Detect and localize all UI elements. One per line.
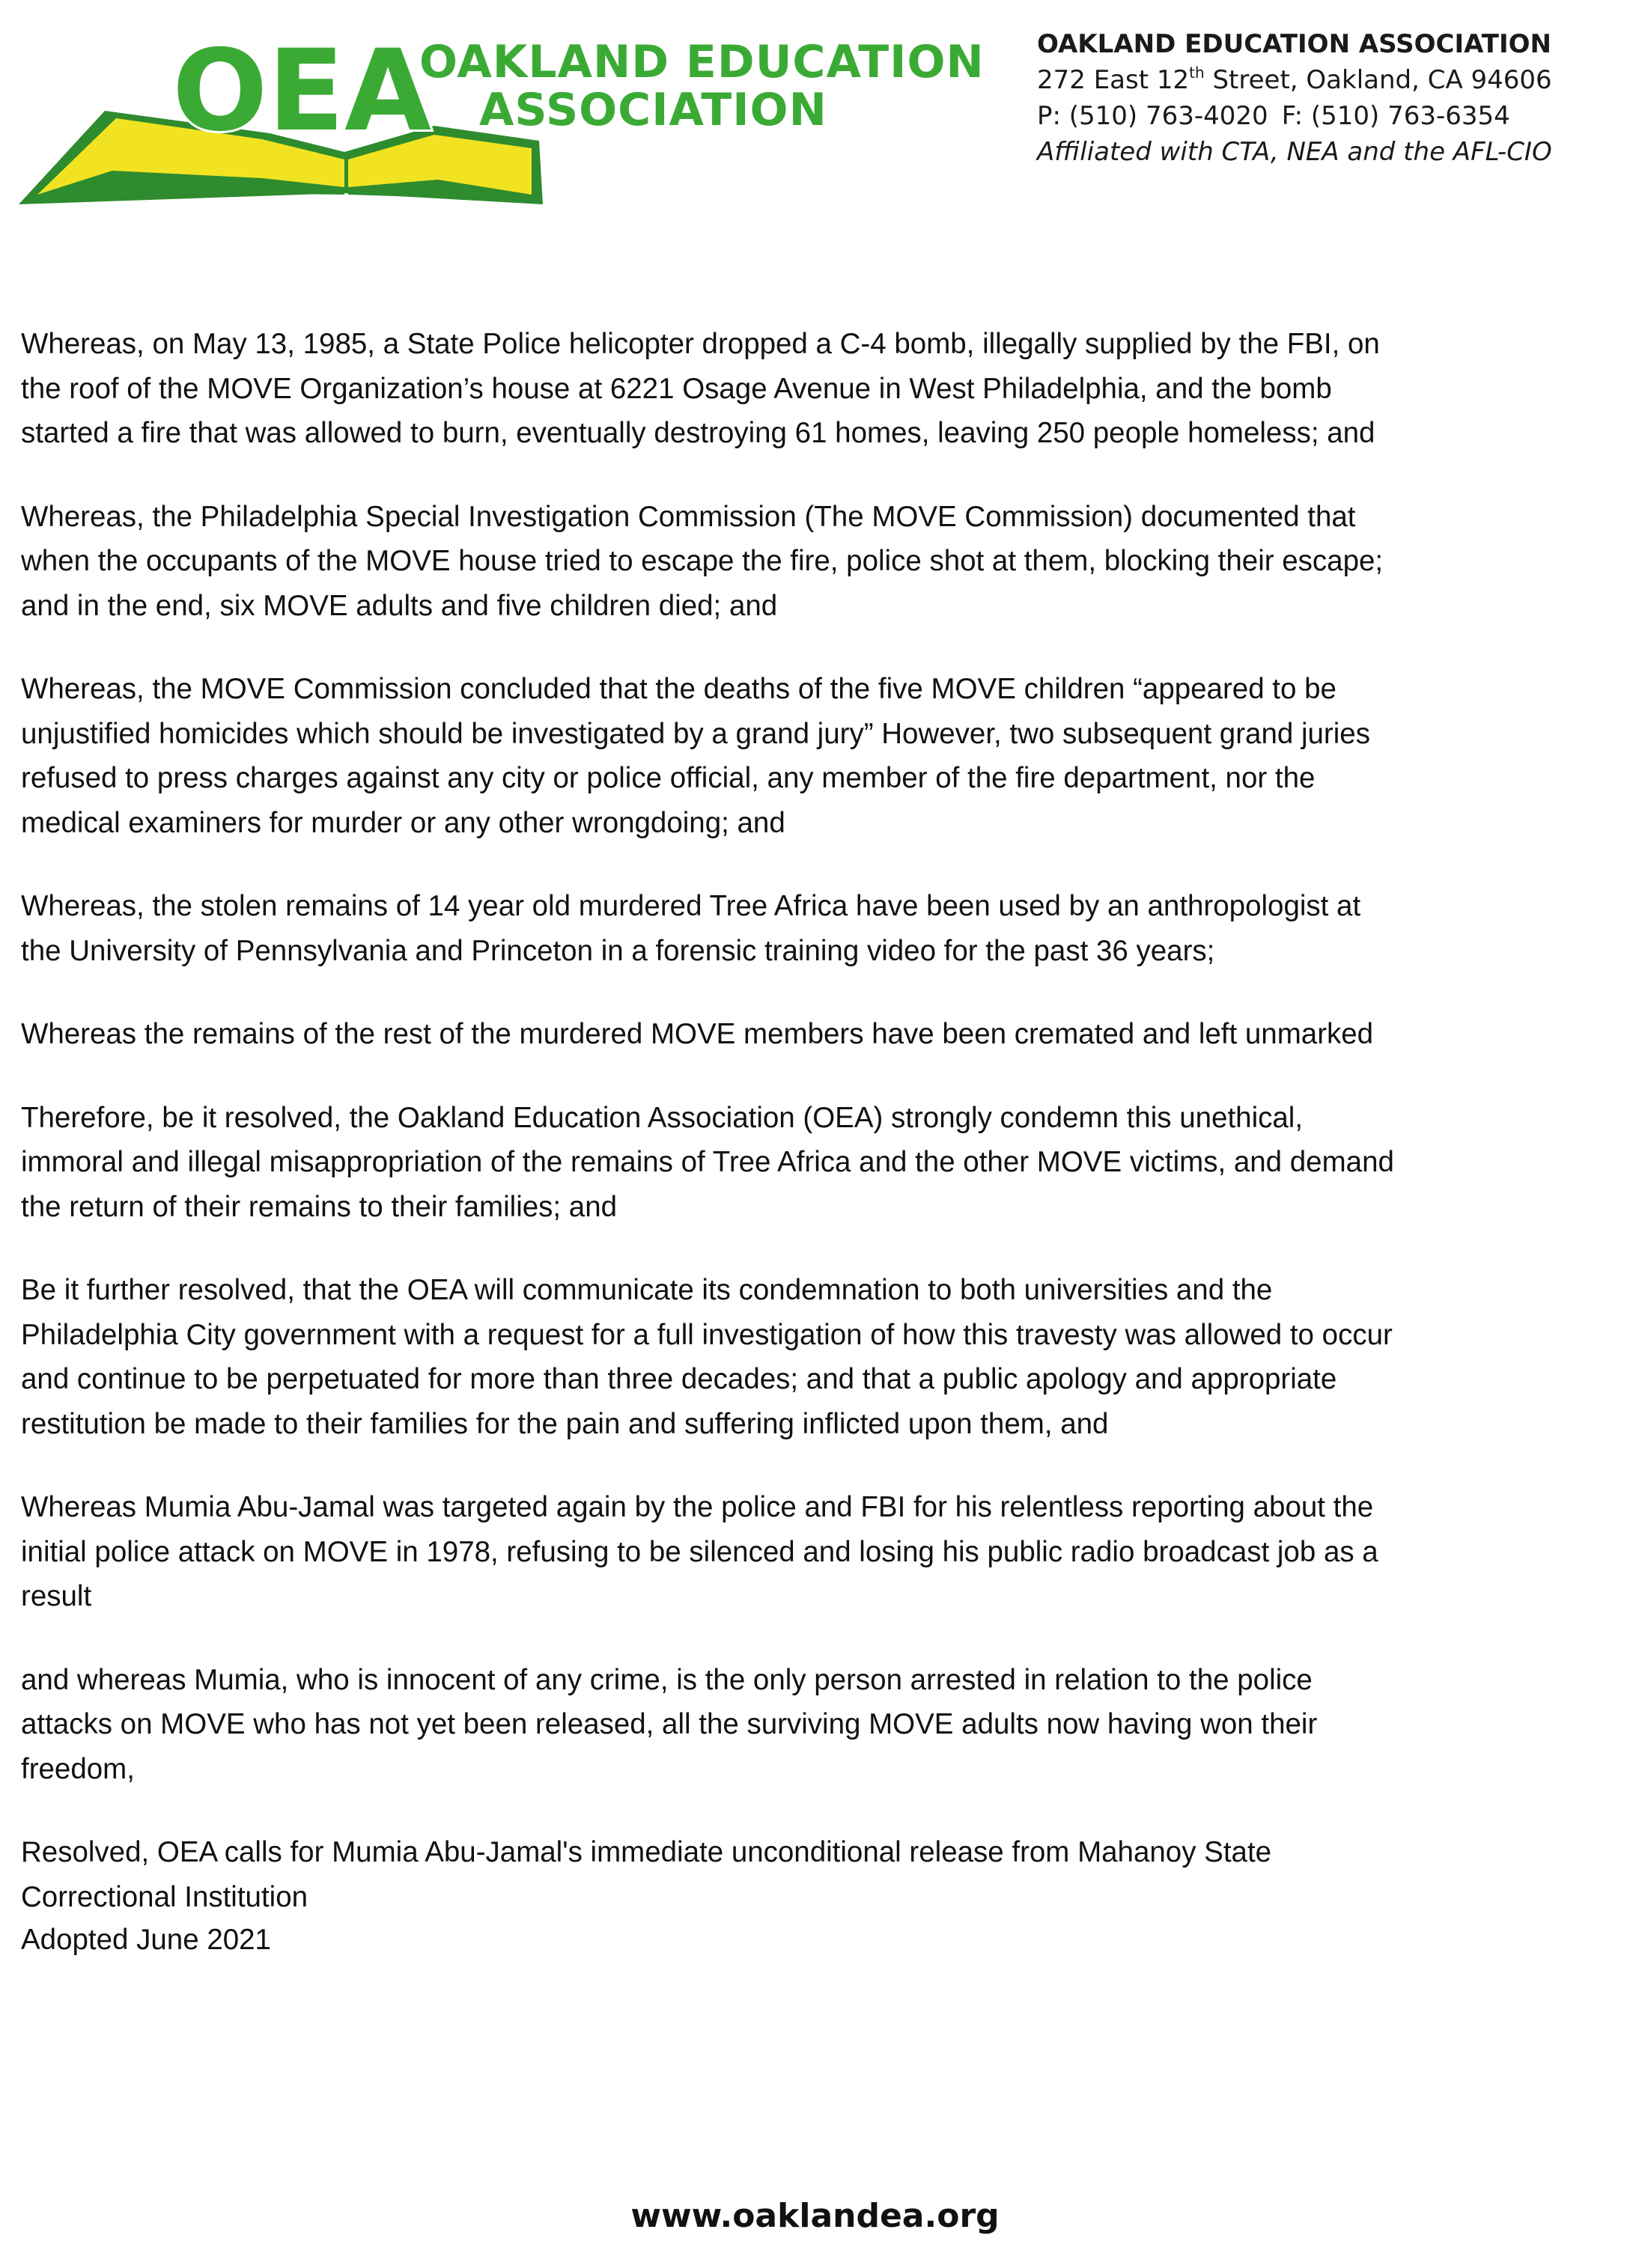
paragraph-resolved-release: Resolved, OEA calls for Mumia Abu-Jamal's immediate unconditional release from Mahanoy State Correctional Institution: [21, 1836, 1272, 1913]
logo-name-line1: OAKLAND EDUCATION: [419, 36, 985, 88]
phone-number: P: (510) 763-4020: [1037, 101, 1268, 131]
street-address: 272 East 12th Street, Oakland, CA 94606: [1037, 64, 1552, 95]
adoption-date: Adopted June 2021: [21, 1924, 271, 1956]
paragraph-whereas-remains: Whereas, the stolen remains of 14 year old murdered Tree Africa have been used by an anthropologist at the University of Pennsylvania and Princeton in a forensic training video for the past 36 years;: [21, 890, 1361, 967]
paragraph-therefore-resolved: Therefore, be it resolved, the Oakland Education Association (OEA) strongly condemn this unethical, immoral and illegal misappropriation of the remains of Tree Africa and the other MOVE victims, and demand the return of their remains to their families; and: [21, 1101, 1394, 1223]
paragraph-further-resolved: Be it further resolved, that the OEA will communicate its condemnation to both universities and the Philadelphia City government with a request for a full investigation of how this travesty was allowed to occur and continue to be perpetuated for more than three decades; and that a public apology and appropriate restitution be made to their families for the pain and suffering inflicted upon them, and: [21, 1274, 1393, 1440]
paragraph-whereas-grand-jury: Whereas, the MOVE Commission concluded that the deaths of the five MOVE children “appeared to be unjustified homicides which should be investigated by a grand jury” However, two subsequent grand juries refused to press charges against any city or police official, any member of the fire department, nor the medical examiners for murder or any other wrongdoing; and: [21, 673, 1370, 839]
resolution-body: [21, 322, 1601, 1919]
paragraph-whereas-mumia-targeted: Whereas Mumia Abu-Jamal was targeted again by the police and FBI for his relentless reporting about the initial police attack on MOVE in 1978, refusing to be silenced and losing his public radio broadcast job as a result: [21, 1491, 1378, 1612]
footer-website: www.oaklandea.org: [630, 2197, 1000, 2235]
logo-acronym: OEA: [172, 26, 432, 156]
fax-number: F: (510) 763-6354: [1281, 101, 1510, 131]
paragraph-whereas-cremated: Whereas the remains of the rest of the murdered MOVE members have been cremated and left unmarked: [21, 1018, 1374, 1050]
affiliation: Affiliated with CTA, NEA and the AFL-CIO: [1037, 137, 1552, 167]
paragraph-whereas-commission: Whereas, the Philadelphia Special Investigation Commission (The MOVE Commission) documented that when the occupants of the MOVE house tried to escape the fire, police shot at them, blocking their escape; and in the end, six MOVE adults and five children died; and: [21, 500, 1384, 622]
org-name: OAKLAND EDUCATION ASSOCIATION: [1037, 29, 1552, 59]
letterhead-address: [1037, 26, 1606, 170]
paragraph-whereas-mumia-innocent: and whereas Mumia, who is innocent of any crime, is the only person arrested in relation to the police attacks on MOVE who has not yet been released, all the surviving MOVE adults now having won their freedom,: [21, 1663, 1318, 1785]
oea-logo: [15, 21, 985, 208]
phone-fax: [1037, 98, 1606, 134]
paragraph-whereas-bombing: Whereas, on May 13, 1985, a State Police helicopter dropped a C-4 bomb, illegally supplied by the FBI, on the roof of the MOVE Organization’s house at 6221 Osage Avenue in West Philadelphia, and the bomb started a fire that was allowed to burn, eventually destroying 61 homes, leaving 250 people homeless; and: [21, 328, 1380, 449]
logo-name-line2: ASSOCIATION: [479, 84, 827, 136]
